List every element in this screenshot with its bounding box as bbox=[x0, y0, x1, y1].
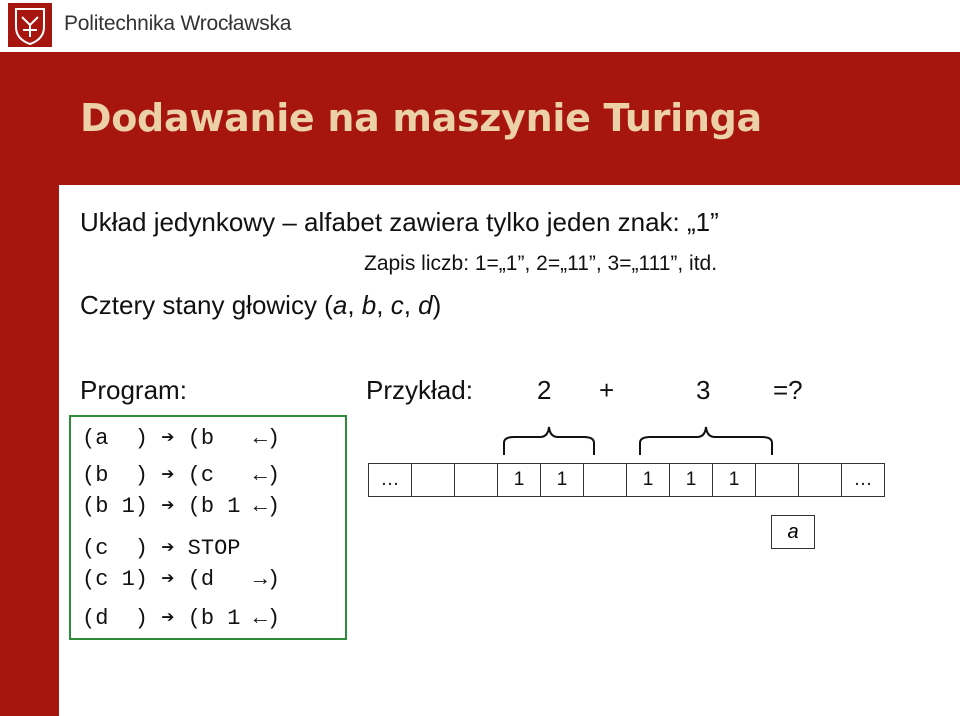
tape-cell bbox=[583, 463, 627, 497]
tape-cell bbox=[454, 463, 498, 497]
header-bar bbox=[0, 0, 960, 52]
state-a: a bbox=[332, 290, 348, 320]
rule-line: (d ) ➔ (b 1 ←) bbox=[82, 606, 281, 631]
rule-line: (a ) ➔ (b ←) bbox=[82, 426, 281, 451]
example-label: Przykład: bbox=[366, 375, 473, 405]
pwr-shield-logo bbox=[8, 3, 52, 47]
example-operand-b: 3 bbox=[696, 375, 711, 405]
example-equals: =? bbox=[773, 375, 803, 405]
arrow-right-icon: ➔ bbox=[161, 463, 175, 488]
tape-cell: … bbox=[841, 463, 885, 497]
tape-cell bbox=[755, 463, 799, 497]
state-d: d bbox=[418, 290, 433, 320]
state-c: c bbox=[390, 290, 404, 320]
example-operand-a: 2 bbox=[537, 375, 552, 405]
tape-cell: 1 bbox=[669, 463, 713, 497]
arrow-right-icon: ➔ bbox=[161, 567, 175, 592]
arrow-right-icon: ➔ bbox=[161, 536, 175, 561]
arrow-right-icon: ➔ bbox=[161, 426, 175, 451]
rule-line: (b 1) ➔ (b 1 ←) bbox=[82, 494, 281, 519]
rule-line: (b ) ➔ (c ←) bbox=[82, 463, 281, 488]
program-label: Program: bbox=[80, 375, 187, 405]
tape-cell bbox=[411, 463, 455, 497]
tape-cell: 1 bbox=[540, 463, 584, 497]
tape-cell: 1 bbox=[712, 463, 756, 497]
tape-cell bbox=[798, 463, 842, 497]
unary-line: Układ jedynkowy – alfabet zawiera tylko jeden znak: „1” bbox=[80, 207, 719, 237]
state-b: b bbox=[361, 290, 377, 320]
brace-operand-b bbox=[640, 427, 772, 455]
rule-line: (c ) ➔ STOP bbox=[82, 536, 241, 561]
tape-cell: … bbox=[368, 463, 412, 497]
example-plus: + bbox=[599, 375, 615, 405]
arrow-right-icon: ➔ bbox=[161, 606, 175, 631]
grouping-braces bbox=[59, 185, 960, 485]
arrow-right-icon: ➔ bbox=[161, 494, 175, 519]
rule-line: (c 1) ➔ (d →) bbox=[82, 567, 281, 592]
university-name: Politechnika Wrocławska bbox=[64, 12, 292, 35]
tape-cell: 1 bbox=[497, 463, 541, 497]
tape-cell: 1 bbox=[626, 463, 670, 497]
tape-head-state: a bbox=[771, 515, 815, 549]
turing-tape bbox=[369, 463, 885, 497]
slide-content bbox=[59, 185, 960, 716]
brace-operand-a bbox=[504, 427, 594, 455]
notation-line: Zapis liczb: 1=„1”, 2=„11”, 3=„111”, itd. bbox=[364, 252, 718, 275]
states-line: Cztery stany głowicy (a, b, c, d) bbox=[80, 290, 442, 320]
slide-title: Dodawanie na maszynie Turinga bbox=[80, 96, 762, 140]
